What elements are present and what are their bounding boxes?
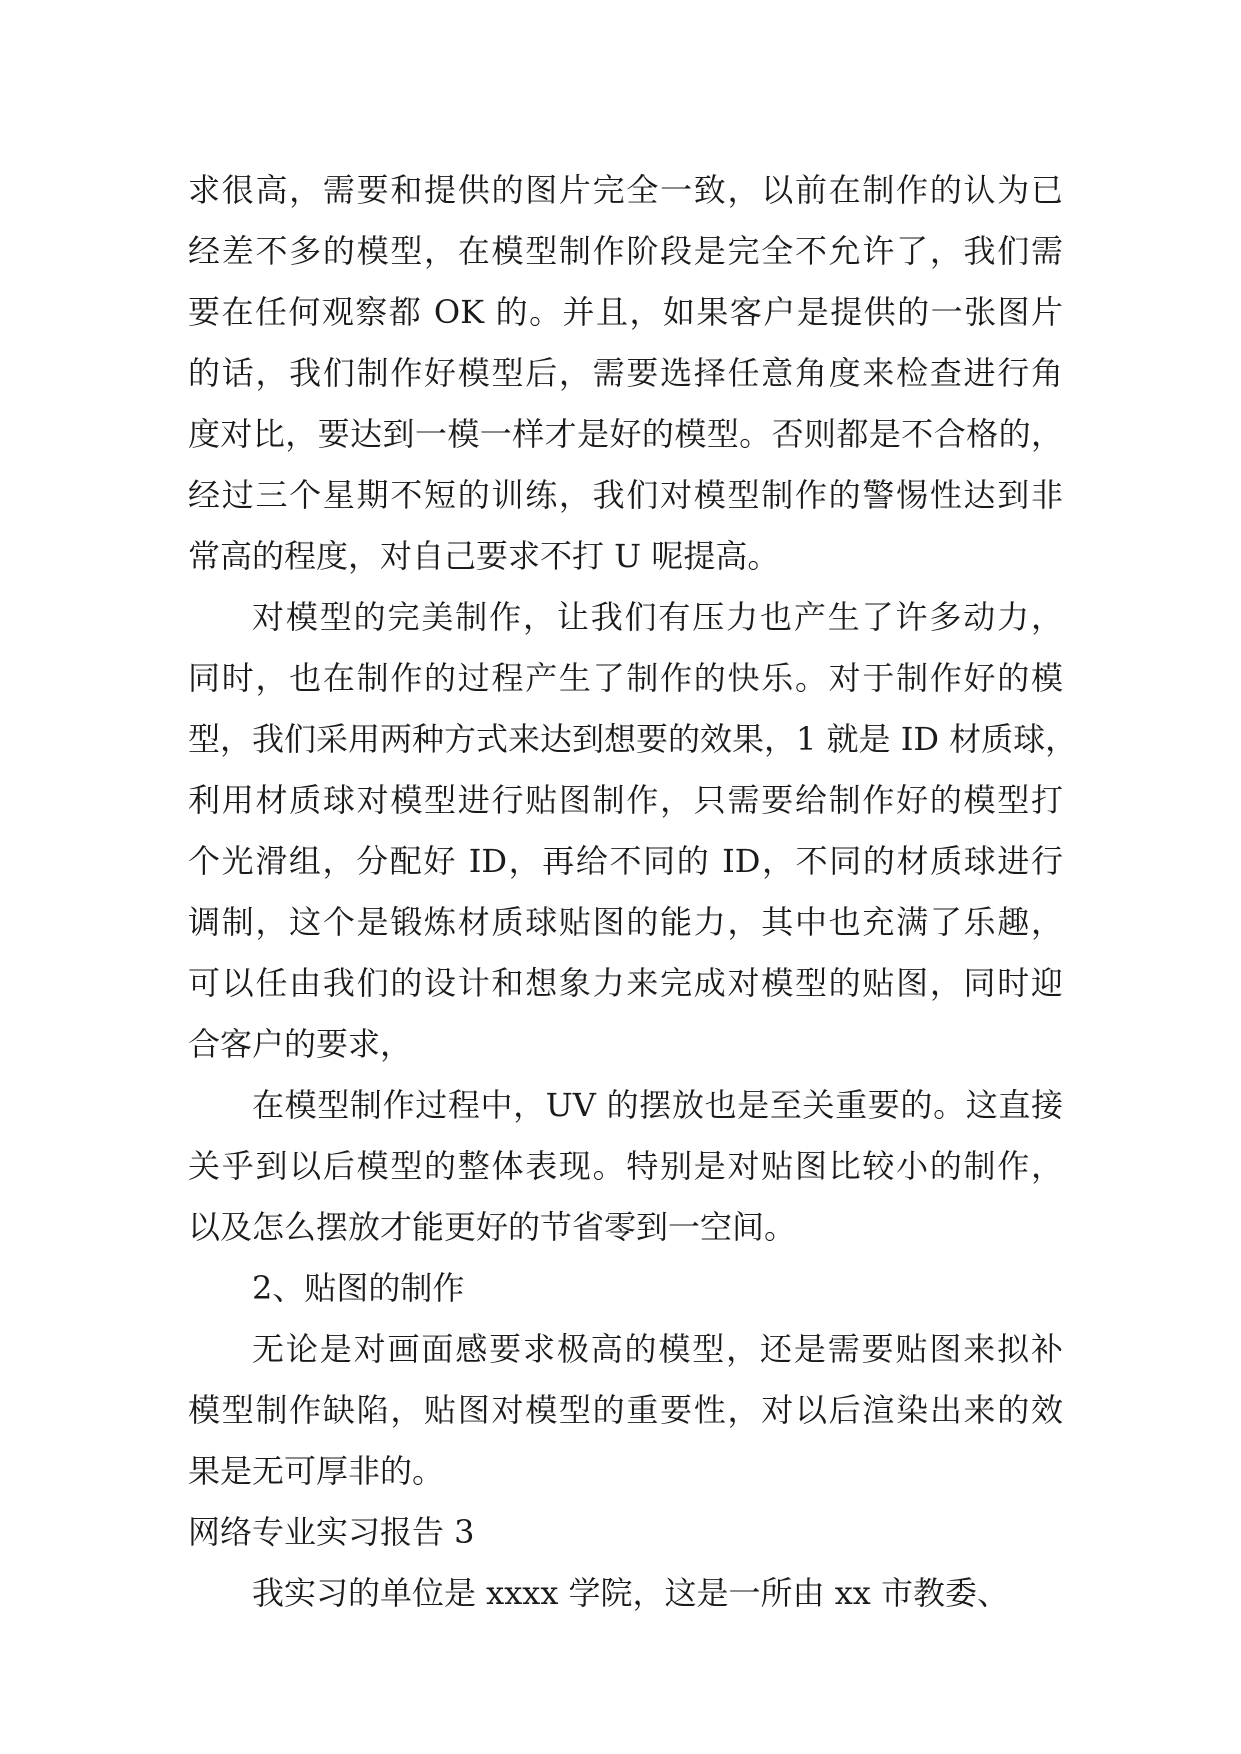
text-line: 经差不多的模型，在模型制作阶段是完全不允许了，我们需 <box>188 232 1063 270</box>
text-line: 我实习的单位是 xxxx 学院，这是一所由 xx 市教委、 <box>252 1574 1009 1612</box>
text-line: 无论是对画面感要求极高的模型，还是需要贴图来拟补 <box>252 1330 1063 1368</box>
text-line: 合客户的要求， <box>188 1025 413 1063</box>
text-line: 关乎到以后模型的整体表现。特别是对贴图比较小的制作， <box>188 1147 1063 1185</box>
text-line: 利用材质球对模型进行贴图制作，只需要给制作好的模型打 <box>188 781 1063 819</box>
text-line: 常高的程度，对自己要求不打 U 呢提高。 <box>188 537 780 575</box>
section-heading: 2、贴图的制作 <box>252 1269 465 1307</box>
text-line: 模型制作缺陷，贴图对模型的重要性，对以后渲染出来的效 <box>188 1391 1063 1429</box>
text-line: 的话，我们制作好模型后，需要选择任意角度来检查进行角 <box>188 354 1063 392</box>
text-line: 同时，也在制作的过程产生了制作的快乐。对于制作好的模 <box>188 659 1063 697</box>
text-line: 经过三个星期不短的训练，我们对模型制作的警惕性达到非 <box>188 476 1063 514</box>
text-line: 可以任由我们的设计和想象力来完成对模型的贴图，同时迎 <box>188 964 1063 1002</box>
text-line: 个光滑组，分配好 ID，再给不同的 ID，不同的材质球进行 <box>188 842 1063 880</box>
report-title: 网络专业实习报告 3 <box>188 1513 475 1551</box>
text-line: 要在任何观察都 OK 的。并且，如果客户是提供的一张图片 <box>188 293 1063 331</box>
text-line: 以及怎么摆放才能更好的节省零到一空间。 <box>188 1208 797 1246</box>
text-line: 型，我们采用两种方式来达到想要的效果，1 就是 ID 材质球， <box>188 720 1078 758</box>
text-line: 对模型的完美制作，让我们有压力也产生了许多动力， <box>252 598 1063 636</box>
text-line: 调制，这个是锻炼材质球贴图的能力，其中也充满了乐趣， <box>188 903 1063 941</box>
document-body <box>188 160 1078 1624</box>
text-line: 度对比，要达到一模一样才是好的模型。否则都是不合格的， <box>188 415 1063 453</box>
text-line: 果是无可厚非的。 <box>188 1452 445 1490</box>
text-line: 求很高，需要和提供的图片完全一致，以前在制作的认为已 <box>188 171 1063 209</box>
text-line: 在模型制作过程中，UV 的摆放也是至关重要的。这直接 <box>252 1086 1063 1124</box>
